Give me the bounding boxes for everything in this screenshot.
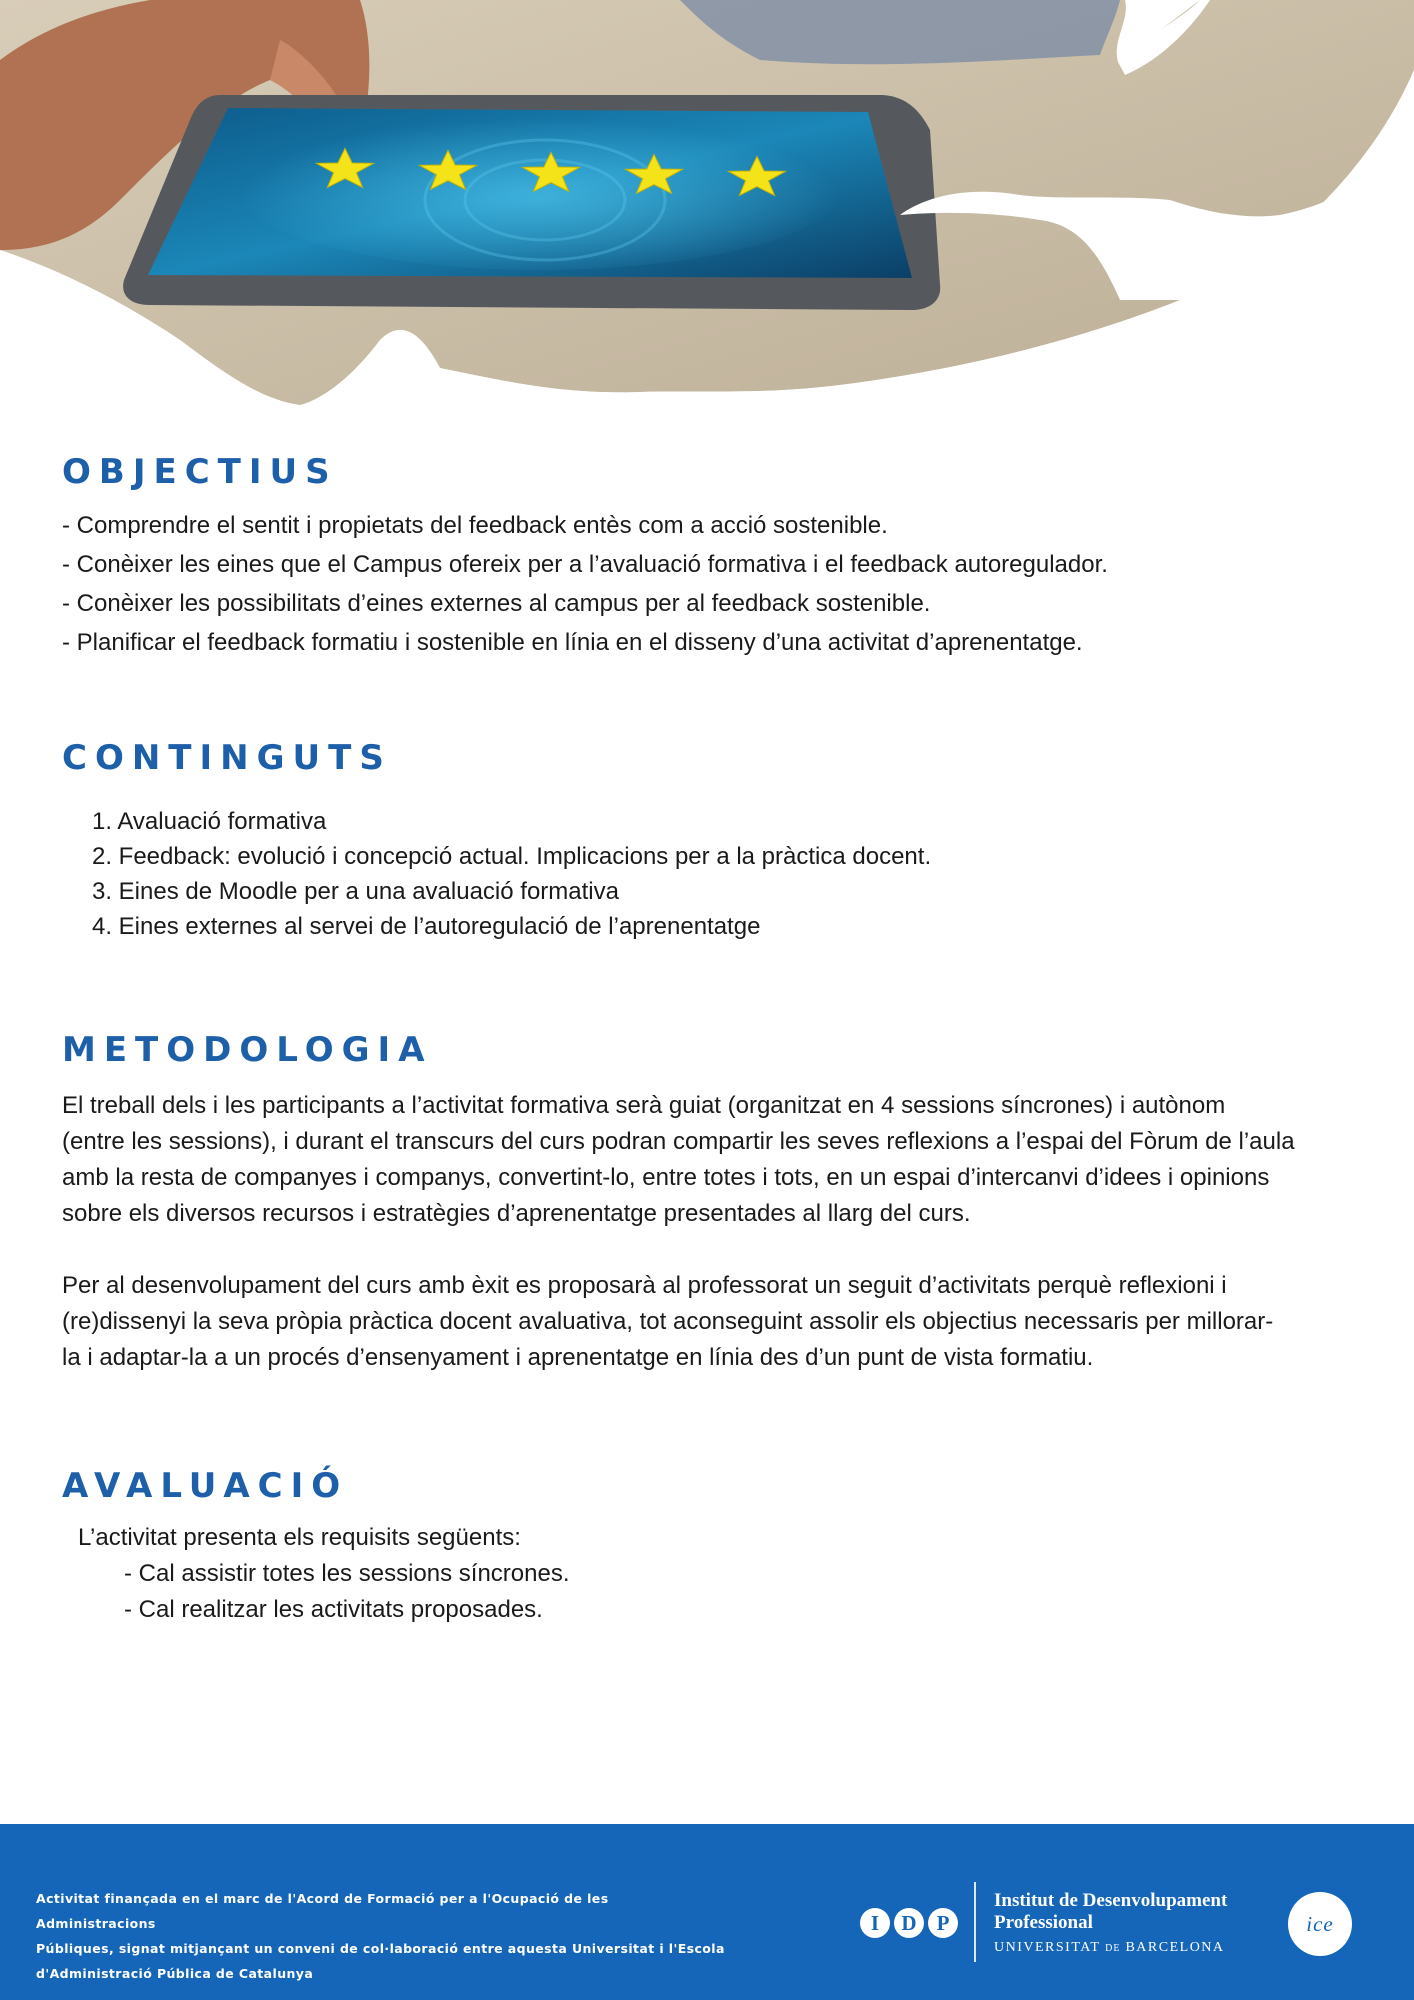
- section-title-objectius: OBJECTIUS: [62, 452, 338, 492]
- section-title-continguts: CONTINGUTS: [62, 738, 392, 778]
- ice-logo: ice: [1288, 1892, 1352, 1956]
- funding-line: Públiques, signat mitjançant un conveni de col·laboració entre aquesta Universitat i l'Escola: [36, 1941, 725, 1956]
- objectiu-item: - Planificar el feedback formatiu i sostenible en línia en el disseny d’una activitat d’aprenentatge.: [62, 629, 1083, 656]
- contingut-text: Eines de Moodle per a una avaluació formativa: [118, 878, 619, 905]
- contingut-item: [91, 874, 931, 909]
- contingut-item: [91, 804, 931, 839]
- objectius-list: [62, 506, 1108, 662]
- paragraph-line: la i adaptar-la a un procés d’ensenyament i aprenentatge en línia des d’un punt de vista formatiu.: [62, 1344, 1094, 1371]
- list-number: 2.: [91, 843, 112, 870]
- idp-letter: P: [928, 1908, 958, 1938]
- objectiu-item: - Comprendre el sentit i propietats del feedback entès com a acció sostenible.: [62, 512, 888, 539]
- university-name: [994, 1940, 1225, 1956]
- paragraph-line: sobre els diversos recursos i estratègies d’aprenentatge presentades al llarg del curs.: [62, 1200, 971, 1227]
- idp-letter: I: [860, 1908, 890, 1938]
- university-word: DE: [1105, 1943, 1121, 1954]
- institute-name-line: Institut de Desenvolupament: [994, 1890, 1228, 1911]
- university-word: BARCELONA: [1125, 1940, 1225, 1955]
- contingut-text: Eines externes al servei de l’autoregulació de l’aprenentatge: [118, 913, 761, 940]
- funding-line: Activitat finançada en el marc de l'Acord de Formació per a l'Ocupació de les Administracions: [36, 1891, 609, 1931]
- contingut-text: Avaluació formativa: [117, 808, 327, 835]
- metodologia-paragraph-2: [62, 1268, 1362, 1376]
- paragraph-line: amb la resta de companyes i companys, convertint-lo, entre totes i tots, en un espai d’intercanvi d’idees i opinions: [62, 1164, 1270, 1191]
- idp-letter: D: [894, 1908, 924, 1938]
- institute-name: [994, 1890, 1227, 1934]
- list-number: 1.: [91, 808, 112, 835]
- section-title-avaluacio: AVALUACIÓ: [62, 1466, 349, 1506]
- metodologia-paragraph-1: [62, 1088, 1362, 1232]
- institute-name-line: Professional: [994, 1912, 1093, 1933]
- requirement-item: - Cal realitzar les activitats proposades.: [124, 1596, 543, 1623]
- objectiu-item: - Conèixer les eines que el Campus ofereix per a l’avaluació formativa i el feedback autoregulador.: [62, 551, 1108, 578]
- footer: [0, 1824, 1414, 2000]
- continguts-list: [91, 804, 932, 944]
- paragraph-line: El treball dels i les participants a l’activitat formativa serà guiat (organitzat en 4 sessions síncrones) i autònom: [62, 1092, 1226, 1119]
- paragraph-line: Per al desenvolupament del curs amb èxit es proposarà al professorat un seguit d’activitats perquè reflexioni i: [62, 1272, 1227, 1299]
- section-title-metodologia: METODOLOGIA: [62, 1030, 433, 1070]
- paragraph-line: (entre les sessions), i durant el transcurs del curs podran compartir les seves reflexions a l’espai del Fòrum de l’aula: [62, 1128, 1295, 1155]
- paragraph-line: (re)dissenyi la seva pròpia pràctica docent avaluativa, tot aconseguint assolir els objectius necessaris per millorar-: [62, 1308, 1274, 1335]
- list-number: 3.: [91, 878, 112, 905]
- contingut-item: [91, 909, 931, 944]
- list-number: 4.: [91, 913, 112, 940]
- avaluacio-intro: L’activitat presenta els requisits següents:: [78, 1524, 521, 1551]
- university-word: UNIVERSITAT: [994, 1940, 1101, 1955]
- contingut-text: Feedback: evolució i concepció actual. Implicacions per a la pràctica docent.: [118, 843, 932, 870]
- idp-logo: [860, 1908, 958, 1938]
- requirement-item: - Cal assistir totes les sessions síncrones.: [124, 1560, 570, 1587]
- contingut-item: [91, 839, 932, 874]
- tablet-rating-illustration: [0, 0, 1414, 410]
- footer-divider: [974, 1882, 976, 1962]
- hero-image: [0, 0, 1414, 410]
- funding-notice: [36, 1886, 726, 1986]
- objectiu-item: - Conèixer les possibilitats d’eines externes al campus per al feedback sostenible.: [62, 590, 931, 617]
- funding-line: d'Administració Pública de Catalunya: [36, 1966, 314, 1981]
